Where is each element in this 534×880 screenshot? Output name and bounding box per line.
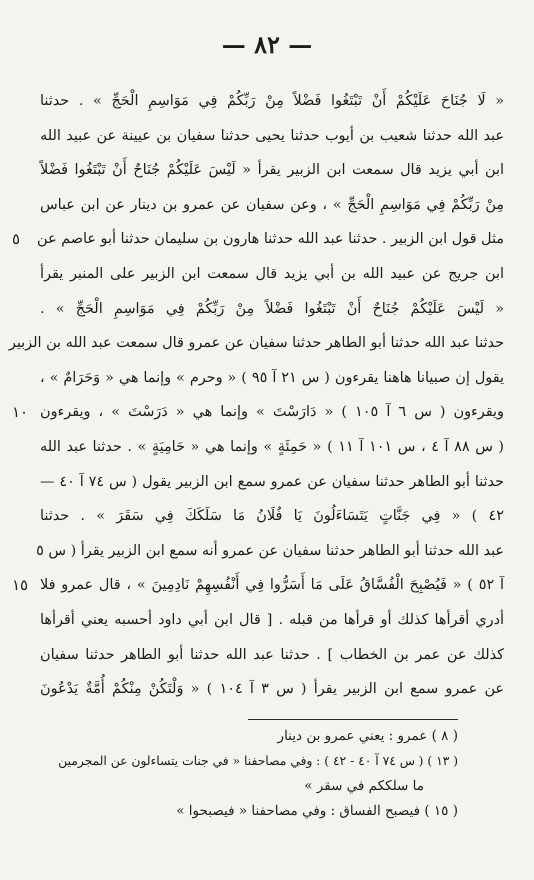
line-number-marker: ١٠ <box>12 403 29 422</box>
footnote-continuation: ما سلككم في سقر » <box>304 778 424 794</box>
text-line <box>12 222 504 257</box>
text-line <box>40 84 504 119</box>
text-line <box>40 257 504 292</box>
text-line <box>40 672 504 707</box>
line-text: مِنْ رَبِّكُمْ فِي مَوَاسِمِ الْحَجِّ » ، وعن سفيان عن عمرو بن دينار عن ابن عباس <box>40 196 504 213</box>
text-line <box>12 568 504 603</box>
footnote: ( ٨ ) عمرو : يعني عمرو بن دينار <box>277 728 458 744</box>
footnote-divider <box>248 719 458 720</box>
text-line <box>40 465 504 500</box>
line-number-marker: ٥ <box>12 230 21 249</box>
line-text: ويقرءون ( س ٦ آ ١٠٥ ) « دَارَسْتَ » وإنما هي « دَرَسْتَ » ، ويقرءون <box>40 404 504 421</box>
line-text: أدري أقرأها كذلك أو قرأها من قبله . [ قال ابن أبي داود أحسبه يعني أقرأها <box>40 611 504 628</box>
line-text: عبد الله حدثنا أبو الطاهر حدثنا سفيان عن عمرو أنه سمع ابن الزبير يقرأ ( س ٥ <box>36 542 504 559</box>
main-text <box>8 84 504 707</box>
footnote: ( ١٣ ) ( س ٧٤ آ ٤٠ - ٤٢ ) : وفي مصاحفنا « في جنات يتساءلون عن المجرمين <box>58 754 458 768</box>
page-number: — ٨٢ — <box>221 30 313 59</box>
text-line <box>40 430 504 465</box>
line-text: آ ٥٢ ) « فَيُصْبِحَ الْفُسَّاقُ عَلَى مَا أَسَرُّوا فِي أَنْفُسِهِمْ نَادِمِينَ » ، قال عمرو فلا <box>40 577 504 594</box>
text-line <box>40 361 504 396</box>
text-line <box>40 292 504 327</box>
line-text: « لَا جُنَاحَ عَلَيْكُمْ أَنْ تَبْتَغُوا فَضْلاً مِنْ رَبِّكُمْ فِي مَوَاسِمِ الْحَجِّ » . حدثنا <box>40 93 504 109</box>
line-text: ( س ٨٨ آ ٤ ، س ١٠١ آ ١١ ) « حَمِئَةٍ » وإنما هي « حَامِيَةٍ » . حدثنا عبد الله <box>40 438 504 455</box>
text-line <box>8 326 504 361</box>
line-text: يقول إن صبيانا هاهنا يقرءون ( س ٢١ آ ٩٥ ) « وحرم » وإنما هي « وَحَرَامٌ » ، <box>40 369 504 386</box>
text-line <box>40 153 504 188</box>
text-line <box>40 603 504 638</box>
line-text: ابن جريج عن عبيد الله بن أبي يزيد قال سمعت ابن الزبير على المنبر يقرأ <box>40 265 504 282</box>
line-number-marker: ١٥ <box>12 576 29 595</box>
line-text: « لَيْسَ عَلَيْكُمْ جُنَاحٌ أَنْ تَبْتَغُوا فَضْلاً مِنْ رَبِّكُمْ فِي مَوَاسِمِ الْحَجِّ » . <box>40 300 504 317</box>
text-line <box>12 395 504 430</box>
line-text: كذلك عن عمر بن الخطاب ] . حدثنا عبد الله حدثنا أبو الطاهر حدثنا سفيان <box>40 646 504 663</box>
text-line <box>40 638 504 673</box>
text-line <box>40 188 504 223</box>
line-text: عن عمرو سمع ابن الزبير يقرأ ( س ٣ آ ١٠٤ ) « وَلْتَكُنْ مِنْكُمْ أُمَّةٌ يَدْعُونَ <box>40 681 504 698</box>
line-text: مثل قول ابن الزبير . حدثنا عبد الله حدثنا هارون بن سليمان حدثنا أبو عاصم عن <box>37 231 504 248</box>
line-text: حدثنا أبو الطاهر حدثنا سفيان عن عمرو سمع ابن الزبير يقول ( س ٧٤ آ ٤٠ — <box>40 473 504 490</box>
line-text: عبد الله حدثنا شعيب بن أيوب حدثنا يحيى حدثنا سفيان بن عيينة عن عبيد الله <box>40 127 504 144</box>
line-text: حدثنا عبد الله حدثنا أبو الطاهر حدثنا سفيان عن عمرو قال سمعت عبد الله بن الزبير <box>8 335 504 352</box>
line-text: ابن أبي يزيد قال سمعت ابن الزبير يقرأ « لَيْسَ عَلَيْكُمْ جُنَاحٌ أَنْ تَبْتَغُوا فَضْلاً <box>40 162 504 179</box>
text-line <box>40 119 504 154</box>
text-line <box>40 499 504 534</box>
footnotes <box>58 724 458 824</box>
footnote: ( ١٥ ) فيصبح الفساق : وفي مصاحفنا « فيصبحوا » <box>176 803 458 819</box>
text-line <box>36 534 504 569</box>
line-text: ٤٢ ) « فِي جَنَّاتٍ يَتَسَاءَلُونَ يَا فُلَانُ مَا سَلَكَكَ فِي سَقَرَ » . حدثنا <box>40 508 504 525</box>
